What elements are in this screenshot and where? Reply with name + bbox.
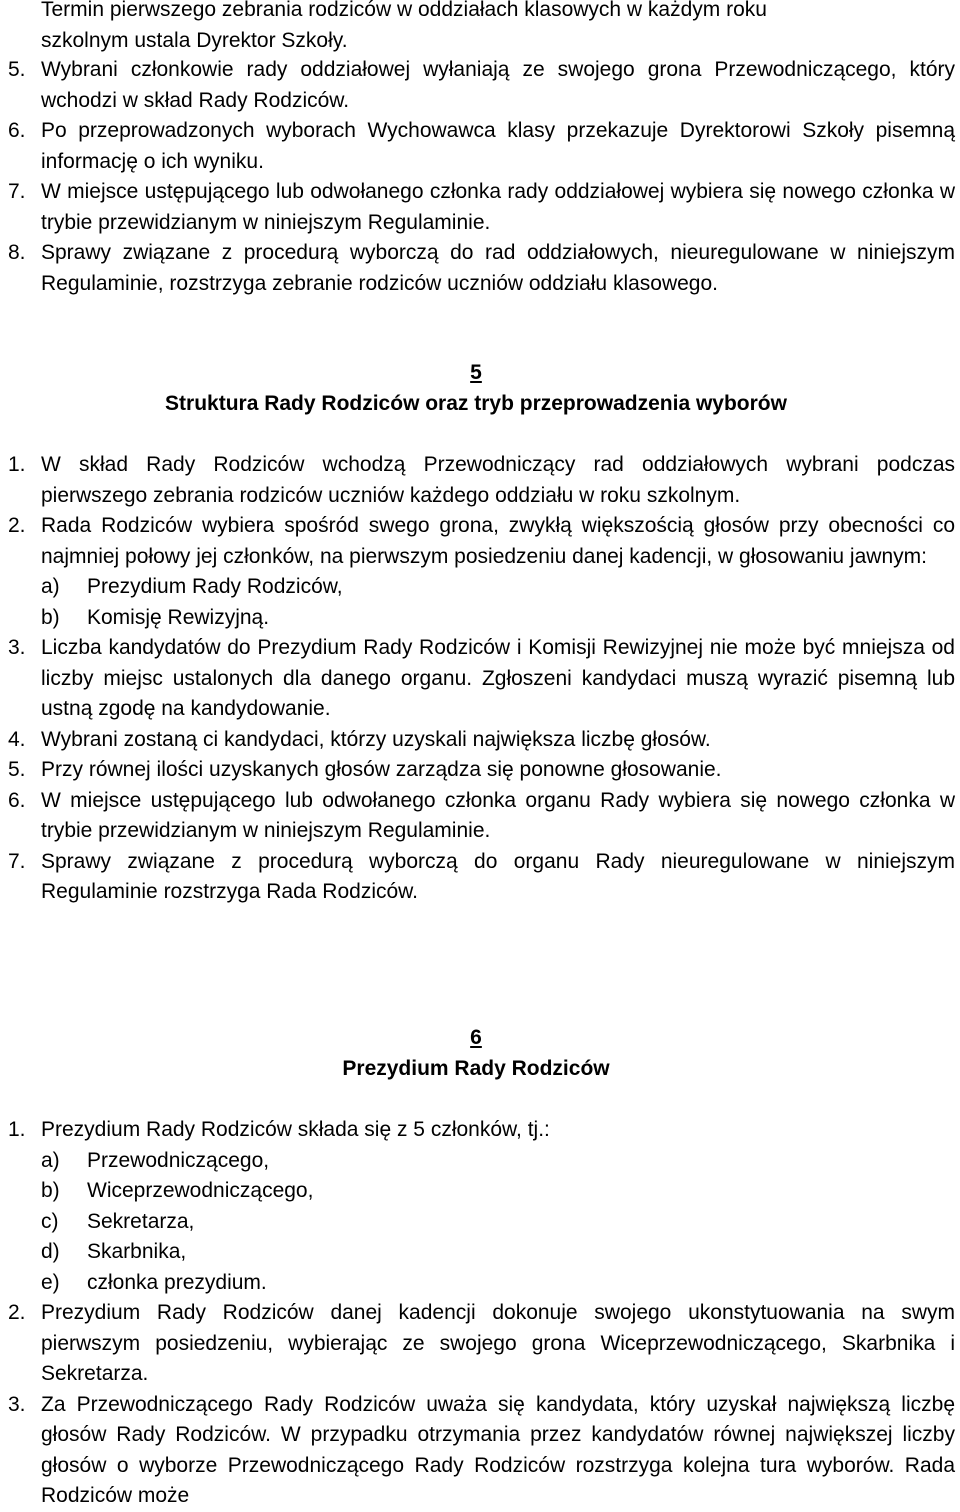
sub-list-item (41, 1207, 955, 1238)
sub-item-text: Komisję Rewizyjną. (87, 605, 270, 629)
section-title: Struktura Rady Rodziców oraz tryb przeprowadzenia wyborów (165, 391, 787, 415)
section-heading-6 (8, 1023, 960, 1084)
section-heading-5 (8, 358, 960, 419)
list-item (8, 1390, 960, 1512)
section-number: 5 (470, 361, 482, 384)
list-item (8, 116, 960, 177)
sub-list-item (41, 1176, 955, 1207)
intro-paragraph (41, 0, 955, 56)
sub-list-item (41, 1146, 955, 1177)
section-title: Prezydium Rady Rodziców (342, 1056, 610, 1080)
item-text: W skład Rady Rodziców wchodzą Przewodniczący rad oddziałowych wybrani podczas pierwszego zebrania rodziców uczniów każdego oddziału w roku szkolnym. (41, 453, 955, 507)
item-text: W miejsce ustępującego lub odwołanego członka rady oddziałowej wybiera się nowego członka w trybie przewidzianym w niniejszym Regulaminie. (41, 180, 955, 234)
item-number: 5. (8, 58, 26, 81)
item-number: 6. (8, 119, 26, 142)
item-text: Za Przewodniczącego Rady Rodziców uważa się kandydata, który uzyskał największą liczbę głosów Rady Rodziców. W przypadku otrzymania przez kandydatów równej największej liczby głosów o wyborze Przewodniczącego Rady Rodziców rozstrzyga kolejna tura wyborów. Rada Rodziców może (41, 1392, 955, 1507)
list-item (8, 450, 960, 511)
item-number: 1. (8, 453, 26, 476)
sub-item-text: członka prezydium. (87, 1270, 267, 1294)
item-number: 2. (8, 1301, 26, 1324)
list-item (8, 238, 960, 299)
item-number: 4. (8, 727, 26, 751)
item-text: Wybrani członkowie rady oddziałowej wyłaniają ze swojego grona Przewodniczącego, który wchodzi w skład Rady Rodziców. (41, 58, 955, 112)
section-number: 6 (470, 1026, 482, 1049)
item-text: Prezydium Rady Rodziców danej kadencji dokonuje swojego ukonstytuowania na swym pierwszym posiedzeniu, wybierając ze swojego grona Wiceprzewodniczącego, Skarbnika i Sekretarza. (41, 1301, 955, 1385)
sub-item-text: Prezydium Rady Rodziców, (87, 575, 343, 598)
list-item (8, 55, 960, 116)
item-text: Sprawy związane z procedurą wyborczą do organu Rady nieuregulowane w niniejszym Regulaminie rozstrzyga Rada Rodziców. (41, 849, 955, 903)
sub-item-text: Sekretarza, (87, 1209, 195, 1233)
list-item (8, 177, 960, 238)
sub-item-text: Wiceprzewodniczącego, (87, 1179, 314, 1202)
sub-item-letter: d) (41, 1240, 60, 1263)
list-item (8, 633, 960, 725)
item-number: 3. (8, 636, 26, 659)
item-number: 3. (8, 1392, 26, 1416)
sub-list-item (41, 1237, 955, 1268)
item-text: Przy równej ilości uzyskanych głosów zarządza się ponowne głosowanie. (41, 758, 722, 781)
sub-item-letter: b) (41, 605, 60, 629)
sub-item-letter: a) (41, 1148, 60, 1172)
sub-list-item (41, 572, 955, 603)
rules-list-struktura (8, 450, 960, 908)
list-item (8, 755, 960, 786)
list-item (8, 511, 960, 633)
sub-list-item (41, 603, 955, 634)
sub-item-letter: e) (41, 1270, 60, 1294)
item-text: W miejsce ustępującego lub odwołanego członka organu Rady wybiera się nowego członka w trybie przewidzianym w niniejszym Regulaminie. (41, 788, 955, 842)
sub-item-letter: c) (41, 1209, 59, 1233)
list-item (8, 1298, 960, 1390)
intro-line: Termin pierwszego zebrania rodziców w oddziałach klasowych w każdym roku (41, 0, 767, 21)
item-number: 6. (8, 788, 26, 812)
sub-item-letter: a) (41, 575, 60, 598)
item-number: 5. (8, 758, 26, 781)
sub-item-text: Przewodniczącego, (87, 1148, 270, 1172)
item-text: Sprawy związane z procedurą wyborczą do rad oddziałowych, nieuregulowane w niniejszym Regulaminie, rozstrzyga zebranie rodziców uczniów oddziału klasowego. (41, 241, 955, 295)
rules-list-prezydium (8, 1115, 960, 1512)
item-number: 2. (8, 514, 26, 537)
list-item (8, 786, 960, 847)
sub-list (41, 572, 955, 633)
item-number: 8. (8, 241, 26, 264)
item-text: Po przeprowadzonych wyborach Wychowawca klasy przekazuje Dyrektorowi Szkoły pisemną informację o ich wyniku. (41, 119, 955, 173)
rules-list-rady-oddzialowe (8, 55, 960, 299)
item-number: 1. (8, 1118, 26, 1141)
item-text: Rada Rodziców wybiera spośród swego grona, zwykłą większością głosów przy obecności co najmniej połowy jej członków, na pierwszym posiedzeniu danej kadencji, w głosowaniu jawnym: (41, 514, 955, 568)
list-item (8, 847, 960, 908)
item-text: Wybrani zostaną ci kandydaci, którzy uzyskali największa liczbę głosów. (41, 727, 711, 751)
list-item (8, 1115, 960, 1298)
item-text: Liczba kandydatów do Prezydium Rady Rodziców i Komisji Rewizyjnej nie może być mniejsza od liczby miejsc ustalonych dla danego organu. Zgłoszeni kandydaci muszą wyrazić pisemną lub ustną zgodę na kandydowanie. (41, 636, 955, 720)
sub-item-letter: b) (41, 1179, 60, 1202)
list-item (8, 725, 960, 756)
sub-item-text: Skarbnika, (87, 1240, 187, 1263)
item-number: 7. (8, 849, 26, 873)
item-number: 7. (8, 180, 26, 203)
intro-line: szkolnym ustala Dyrektor Szkoły. (41, 28, 348, 52)
sub-list (41, 1146, 955, 1299)
item-text: Prezydium Rady Rodziców składa się z 5 członków, tj.: (41, 1118, 550, 1141)
sub-list-item (41, 1268, 955, 1299)
